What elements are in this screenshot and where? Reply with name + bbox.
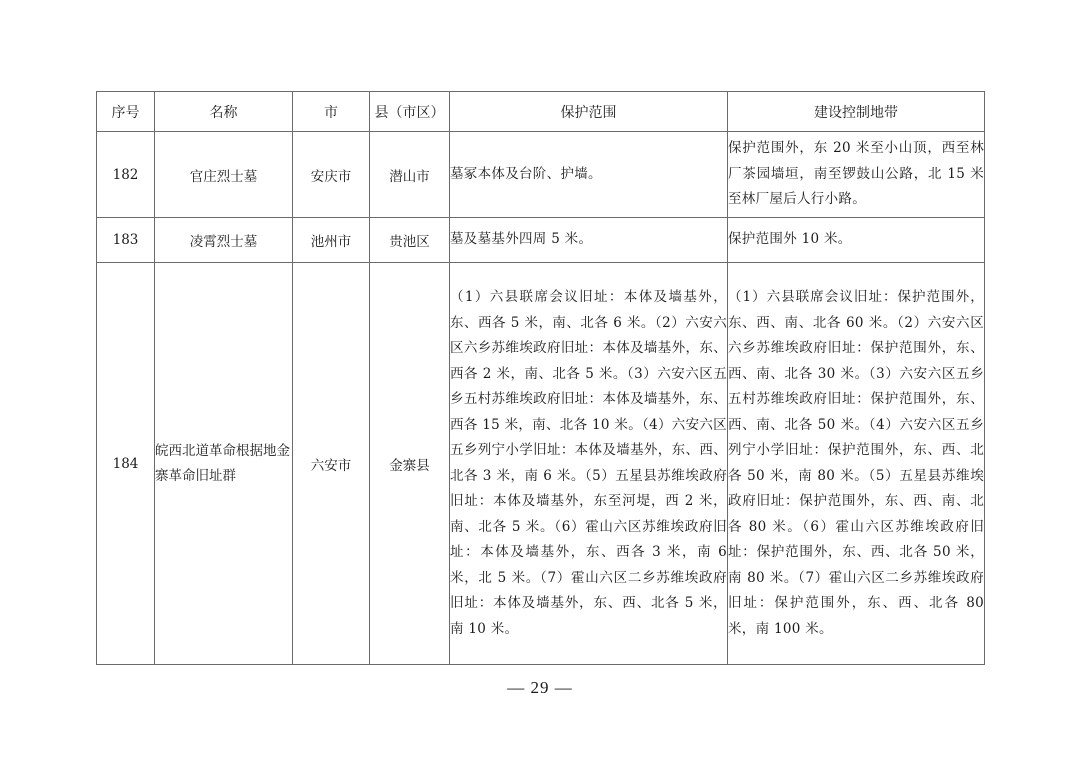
cell-city: 安庆市 [293, 132, 370, 218]
heritage-protection-table [96, 91, 985, 665]
header-construction-control-zone: 建设控制地带 [728, 92, 985, 132]
cell-protection-scope: 墓及墓基外四周 5 米。 [450, 218, 728, 263]
cell-name: 皖西北道革命根据地金寨革命旧址群 [155, 263, 293, 665]
cell-county: 潜山市 [370, 132, 450, 218]
table-row [97, 218, 985, 263]
cell-construction-control-zone: 保护范围外，东 20 米至小山顶，西至林厂茶园墙垣，南至锣鼓山公路，北 15 米至林厂屋后人行小路。 [728, 132, 985, 218]
cell-city: 六安市 [293, 263, 370, 665]
cell-name: 官庄烈士墓 [155, 132, 293, 218]
cell-protection-scope: （1）六县联席会议旧址：本体及墙基外，东、西各 5 米，南、北各 6 米。（2）六安六区六乡苏维埃政府旧址：本体及墙基外，东、西各 2 米，南、北各 5 米。（3）六安六区五乡五村苏维埃政府旧址：本体及墙基外，东、西各 15 米，南、北各 10 米。（4）六安六区五乡列宁小学旧址：本体及墙基外，东、西、北各 3 米，南 6 米。（5）五星县苏维埃政府旧址：本体及墙基外，东至河堤，西 2 米，南、北各 5 米。（6）霍山六区苏维埃政府旧址：本体及墙基外，东、西各 3 米，南 6 米，北 5 米。（7）霍山六区二乡苏维埃政府旧址：本体及墙基外，东、西、北各 5 米，南 10 米。 [450, 263, 728, 665]
cell-county: 金寨县 [370, 263, 450, 665]
cell-construction-control-zone: （1）六县联席会议旧址：保护范围外，东、西、南、北各 60 米。（2）六安六区六乡苏维埃政府旧址：保护范围外，东、西、南、北各 30 米。（3）六安六区五乡五村苏维埃政府旧址：保护范围外，东、西、南、北各 50 米。（4）六安六区五乡列宁小学旧址：保护范围外，东、西、北各 50 米，南 80 米。（5）五星县苏维埃政府旧址：保护范围外，东、西、南、北各 80 米。（6）霍山六区苏维埃政府旧址：保护范围外，东、西、北各 50 米，南 80 米。（7）霍山六区二乡苏维埃政府旧址：保护范围外，东、西、北各 80 米，南 100 米。 [728, 263, 985, 665]
page-number: — 29 — [507, 678, 573, 697]
header-protection-scope: 保护范围 [450, 92, 728, 132]
header-name: 名称 [155, 92, 293, 132]
table-header-row [97, 92, 985, 132]
header-county: 县（市区） [370, 92, 450, 132]
cell-county: 贵池区 [370, 218, 450, 263]
cell-name: 凌霄烈士墓 [155, 218, 293, 263]
table-row [97, 132, 985, 218]
cell-protection-scope: 墓冢本体及台阶、护墙。 [450, 132, 728, 218]
cell-no: 184 [97, 263, 155, 665]
header-city: 市 [293, 92, 370, 132]
cell-no: 182 [97, 132, 155, 218]
cell-city: 池州市 [293, 218, 370, 263]
header-no: 序号 [97, 92, 155, 132]
cell-no: 183 [97, 218, 155, 263]
cell-construction-control-zone: 保护范围外 10 米。 [728, 218, 985, 263]
table-row [97, 263, 985, 665]
